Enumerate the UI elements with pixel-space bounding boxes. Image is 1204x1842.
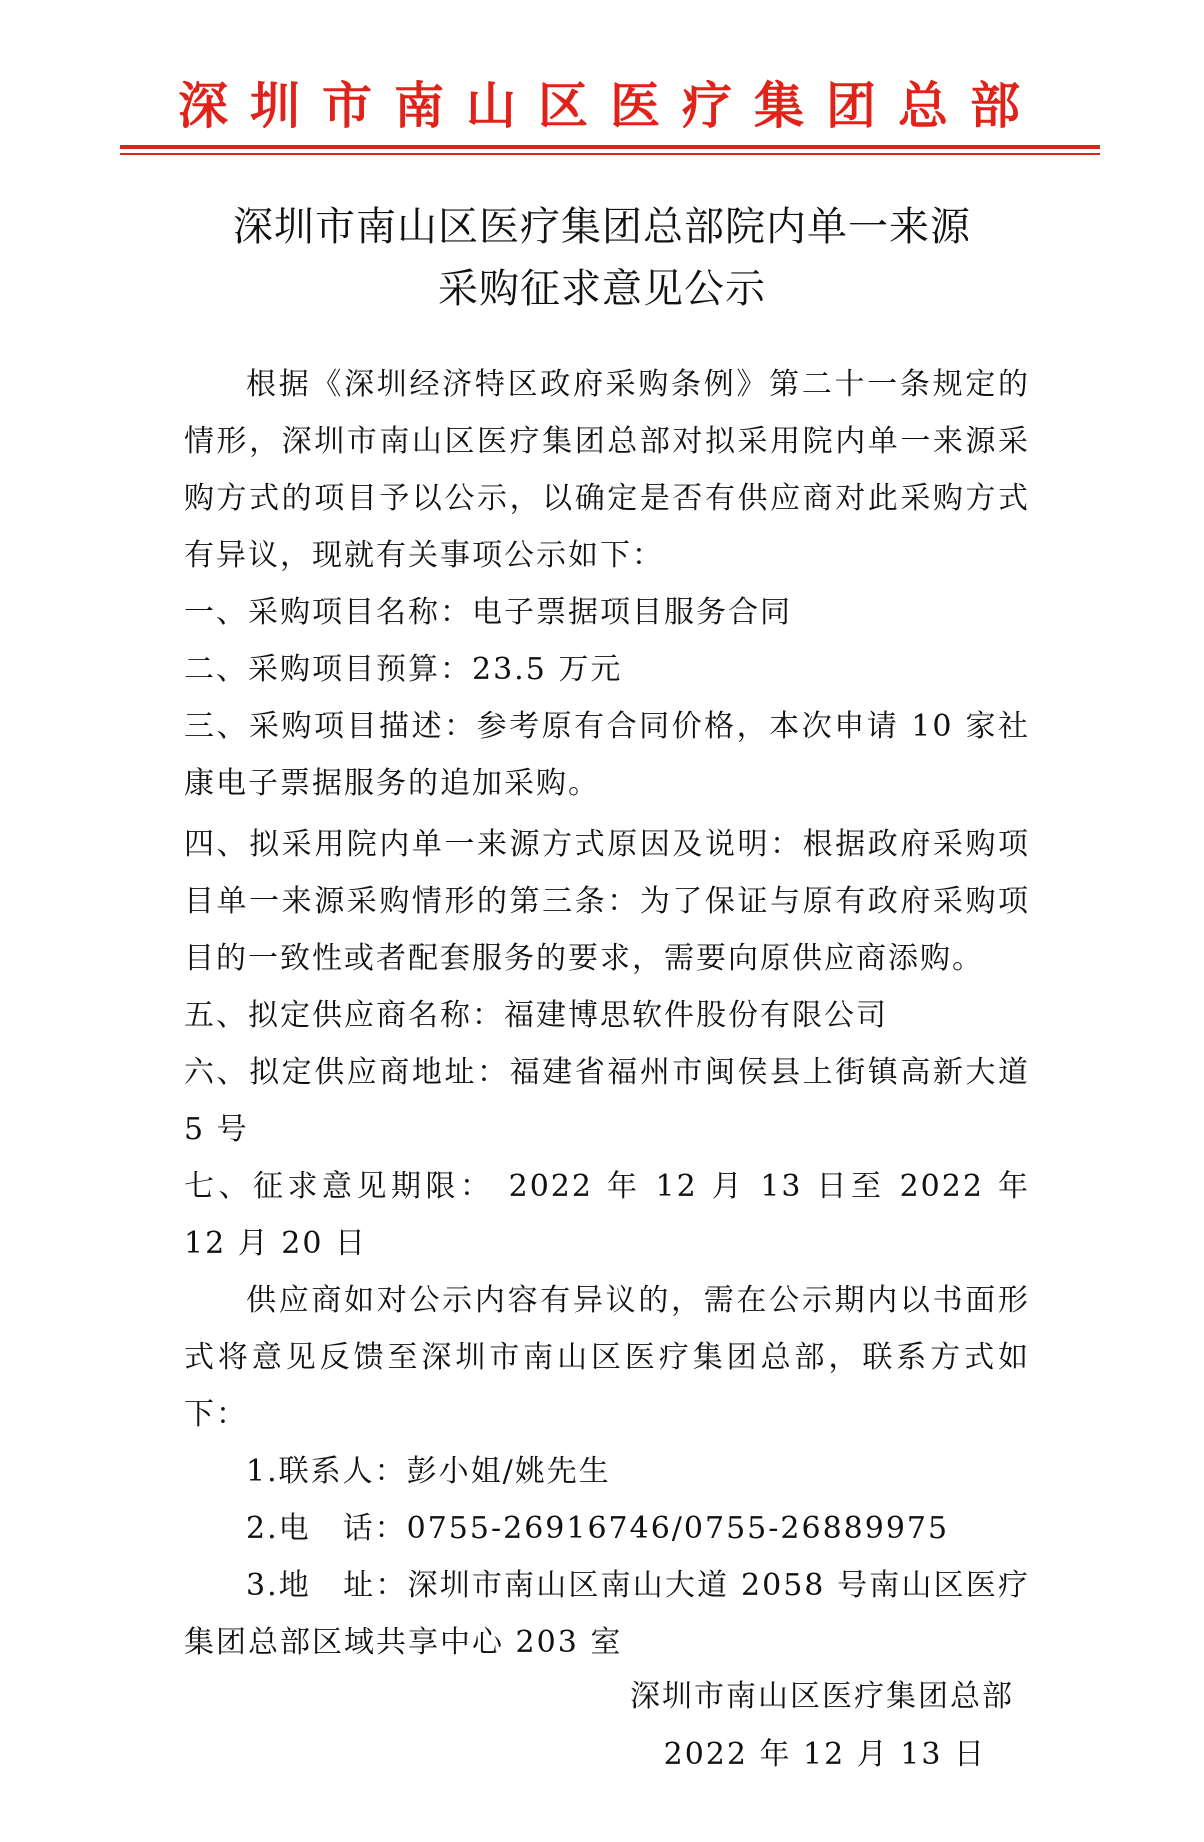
item-reason: 四、拟采用院内单一来源方式原因及说明：根据政府采购项目单一来源采购情形的第三条：为了保证与原有政府采购项目的一致性或者配套服务的要求，需要向原供应商添购。: [184, 827, 1030, 976]
signature-org: 深圳市南山区医疗集团总部: [630, 1679, 1014, 1714]
signature-block: [630, 1668, 1014, 1784]
document-body: [184, 356, 1030, 1671]
contact-person: 1.联系人：彭小姐/姚先生: [246, 1454, 611, 1489]
letterhead: 深圳市南山区医疗集团总部: [178, 76, 1042, 135]
signature-date: 2022 年 12 月 13 日: [663, 1737, 986, 1772]
intro-paragraph: 根据《深圳经济特区政府采购条例》第二十一条规定的情形，深圳市南山区医疗集团总部对拟采用院内单一来源采购方式的项目予以公示，以确定是否有供应商对此采购方式有异议，现就有关事项公示如下：: [184, 367, 1030, 573]
contact-phone: 2.电 话：0755-26916746/0755-26889975: [246, 1511, 950, 1546]
item-description: 三、采购项目描述：参考原有合同价格，本次申请 10 家社康电子票据服务的追加采购。: [184, 709, 1030, 801]
title-line-1: 深圳市南山区医疗集团总部院内单一来源: [233, 204, 971, 250]
letterhead-rule-thick: [120, 145, 1100, 149]
item-project-name: 一、采购项目名称：电子票据项目服务合同: [184, 595, 792, 630]
item-supplier-name: 五、拟定供应商名称：福建博思软件股份有限公司: [184, 998, 888, 1033]
item-budget: 二、采购项目预算：23.5 万元: [184, 652, 623, 687]
title-line-2: 采购征求意见公示: [438, 266, 766, 312]
objection-paragraph: 供应商如对公示内容有异议的，需在公示期内以书面形式将意见反馈至深圳市南山区医疗集团总部，联系方式如下：: [184, 1283, 1030, 1432]
letterhead-rule-thin: [120, 153, 1100, 155]
document-title: [160, 196, 1044, 320]
item-period: 七、征求意见期限： 2022 年 12 月 13 日至 2022 年 12 月 20 日: [184, 1169, 1030, 1261]
item-supplier-address: 六、拟定供应商地址：福建省福州市闽侯县上街镇高新大道 5 号: [184, 1055, 1030, 1147]
contact-address: 3.地 址：深圳市南山区南山大道 2058 号南山区医疗集团总部区域共享中心 203 室: [184, 1568, 1030, 1660]
